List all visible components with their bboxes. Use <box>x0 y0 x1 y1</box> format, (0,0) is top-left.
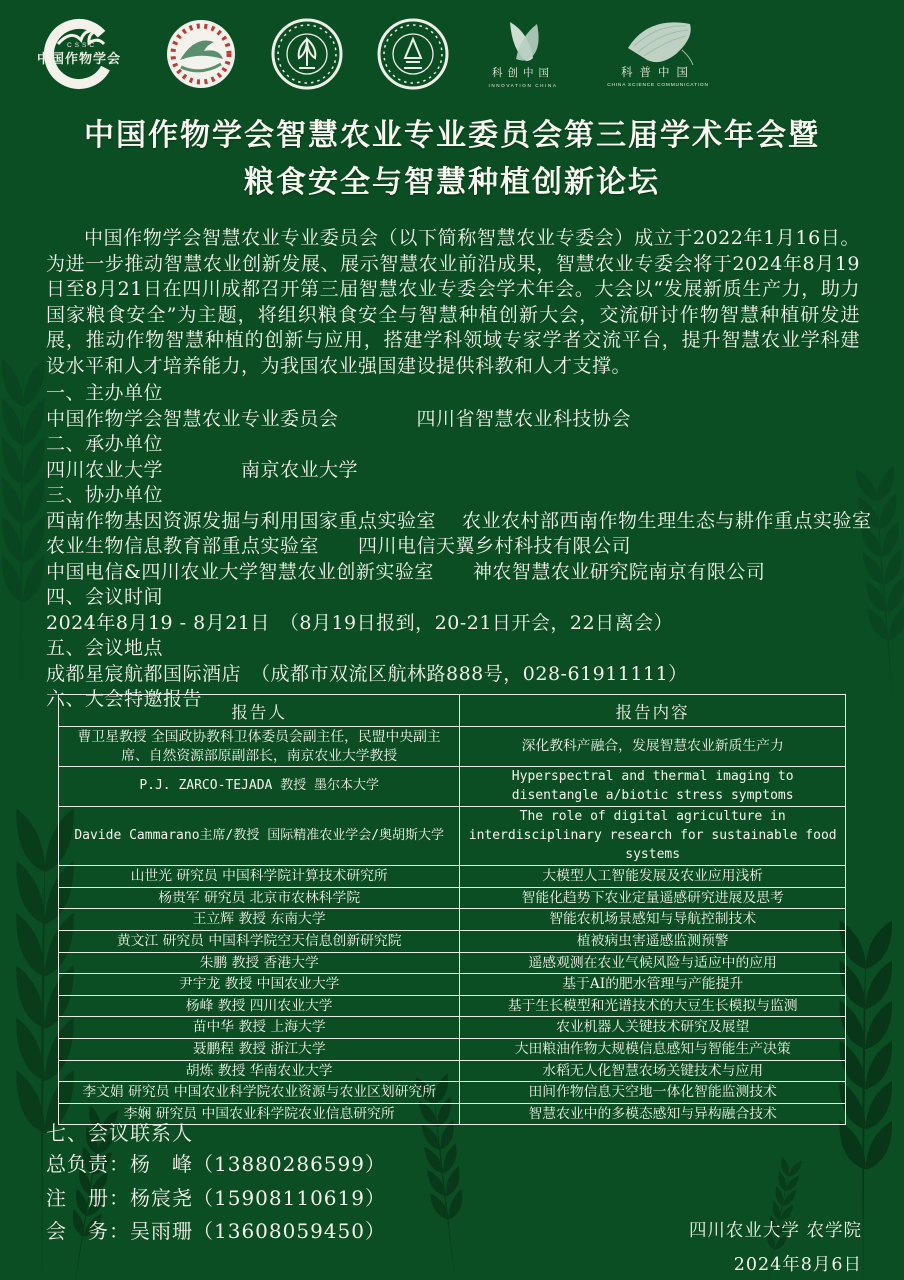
topic-cell: 基于AI的肥水管理与产能提升 <box>460 974 846 996</box>
speaker-cell: 李文娟 研究员 中国农业科学院农业资源与农业区划研究所 <box>59 1082 460 1104</box>
speaker-cell: 苗中华 教授 上海大学 <box>59 1017 460 1039</box>
topic-cell: The role of digital agriculture in interdisciplinary research for sustainable food systems <box>460 807 846 866</box>
speaker-cell: 朱鹏 教授 香港大学 <box>59 952 460 974</box>
section-line: 中国电信&四川农业大学智慧农业创新实验室 神农智慧农业研究院南京有限公司 <box>46 560 766 583</box>
contact-phone: （13880286599） <box>193 1152 386 1176</box>
topic-cell: 大田粮油作物大规模信息感知与智能生产决策 <box>460 1038 846 1060</box>
table-header-row <box>59 695 846 727</box>
section-heading-time: 四、会议时间 <box>46 586 164 608</box>
innovation-china-logo <box>482 14 564 94</box>
section-list <box>46 381 872 713</box>
topic-cell: 大模型人工智能发展及农业应用浅析 <box>460 866 846 888</box>
table-row <box>59 1060 846 1082</box>
speaker-column-header: 报告人 <box>59 695 460 727</box>
section-heading-contacts: 七、会议联系人 <box>46 1121 193 1145</box>
topic-cell: 农业机器人关键技术研究及展望 <box>460 1017 846 1039</box>
speaker-cell: Davide Cammarano主席/教授 国际精准农业学会/奥胡斯大学 <box>59 807 460 866</box>
table-row <box>59 1082 846 1104</box>
speaker-cell: 王立辉 教授 东南大学 <box>59 909 460 931</box>
speaker-cell: 胡炼 教授 华南农业大学 <box>59 1060 460 1082</box>
section-line: 成都星宸航都国际酒店 （成都市双流区航林路888号，028-61911111） <box>46 662 688 685</box>
table-row <box>59 930 846 952</box>
speaker-cell: 杨贵军 研究员 北京市农林科学院 <box>59 887 460 909</box>
topic-cell: 遥感观测在农业气候风险与适应中的应用 <box>460 952 846 974</box>
innovation-china-sub: INNOVATION CHINA <box>488 83 558 88</box>
section-heading-invited-reports: 六、大会特邀报告 <box>46 688 203 710</box>
contact-role: 注 册： <box>46 1185 130 1210</box>
speaker-cell: 黄文江 研究员 中国科学院空天信息创新研究院 <box>59 930 460 952</box>
topic-column-header: 报告内容 <box>460 695 846 727</box>
contact-name: 杨宸尧 <box>130 1185 193 1210</box>
topic-cell: 智能化趋势下农业定量遥感研究进展及思考 <box>460 887 846 909</box>
cssc-acronym: CSSC <box>66 42 98 49</box>
poster-title-line1: 中国作物学会智慧农业专业委员会第三届学术年会暨 <box>84 119 820 152</box>
cssc-label: 中国作物学会 <box>36 51 122 66</box>
footer-signature <box>689 1214 862 1280</box>
speaker-cell: 聂鹏程 教授 浙江大学 <box>59 1038 460 1060</box>
innovation-china-label: 科创中国 <box>492 67 554 79</box>
china-science-communication-label: 科普中国 <box>621 67 695 79</box>
topic-cell: 深化教科产融合，发展智慧农业新质生产力 <box>460 727 846 767</box>
section-heading-venue: 五、会议地点 <box>46 637 164 659</box>
china-science-communication-logo <box>596 14 720 94</box>
footer-date: 2024年8月6日 <box>733 1255 862 1275</box>
poster-title-line2: 粮食安全与智慧种植创新论坛 <box>244 166 660 199</box>
table-row <box>59 952 846 974</box>
topic-cell: 智慧农业中的多模态感知与异构融合技术 <box>460 1103 846 1125</box>
contact-phone: （15908110619） <box>193 1185 386 1210</box>
topic-cell: Hyperspectral and thermal imaging to disentangle a/biotic stress symptoms <box>460 767 846 807</box>
table-row <box>59 727 846 767</box>
speaker-cell: 曹卫星教授 全国政协教科卫体委员会副主任，民盟中央副主席、自然资源部原副部长，南京农业大学教授 <box>59 727 460 767</box>
table-row <box>59 1017 846 1039</box>
nanjing-agricultural-university-seal <box>376 17 450 91</box>
table-row <box>59 995 846 1017</box>
speaker-cell: 尹宇龙 教授 中国农业大学 <box>59 974 460 996</box>
topic-cell: 田间作物信息天空地一体化智能监测技术 <box>460 1082 846 1104</box>
contact-role: 总负责： <box>46 1152 130 1176</box>
contact-name: 吴雨珊 <box>130 1219 193 1243</box>
intro-paragraph: 中国作物学会智慧农业专业委员会（以下简称智慧农业专委会）成立于2022年1月16日。为进一步推动智慧农业创新发展、展示智慧农业前沿成果，智慧农业专委会将于2024年8月19日至8月21日在四川成都召开第三届智慧农业专委会学术年会。大会以“发展新质生产力，助力国家粮食安全”为主题，将组织粮食安全与智慧种植创新大会，交流研讨作物智慧种植研发进展，推动作物智慧种植的创新与应用，搭建学科领域专家学者交流平台，提升智慧农业学科建设水平和人才培养能力，为我国农业强国建设提供科教和人才支撑。 <box>46 227 860 377</box>
speaker-cell: 李娴 研究员 中国农业科学院农业信息研究所 <box>59 1103 460 1125</box>
section-line: 2024年8月19 - 8月21日 （8月19日报到，20-21日开会，22日离会） <box>46 611 674 634</box>
table-row <box>59 767 846 807</box>
section-heading-hosts: 一、主办单位 <box>46 382 164 404</box>
contact-phone: （13608059450） <box>193 1219 386 1243</box>
table-row <box>59 866 846 888</box>
logo-strip <box>26 14 720 94</box>
section-line: 中国作物学会智慧农业专业委员会 四川省智慧农业科技协会 <box>46 407 632 430</box>
speaker-cell: 山世光 研究员 中国科学院计算技术研究所 <box>59 866 460 888</box>
table-row <box>59 974 846 996</box>
section-heading-organizers: 二、承办单位 <box>46 433 164 455</box>
footer-organization: 四川农业大学 农学院 <box>688 1221 862 1241</box>
invited-reports-table <box>58 694 846 1125</box>
section-line: 西南作物基因资源发掘与利用国家重点实验室 农业农村部西南作物生理生态与耕作重点实验室 <box>46 509 872 532</box>
topic-cell: 智能农机场景感知与导航控制技术 <box>460 909 846 931</box>
china-science-communication-sub: CHINA SCIENCE COMMUNICATION <box>607 83 709 88</box>
section-line: 四川农业大学 南京农业大学 <box>46 458 359 481</box>
speaker-cell: 杨峰 教授 四川农业大学 <box>59 995 460 1017</box>
table-row <box>59 909 846 931</box>
speaker-cell: P.J. ZARCO-TEJADA 教授 墨尔本大学 <box>59 767 460 807</box>
table-row <box>59 887 846 909</box>
contact-item <box>46 1215 386 1249</box>
sichuan-agricultural-university-seal <box>270 17 344 91</box>
contact-name: 杨 峰 <box>130 1152 193 1176</box>
poster-title <box>0 112 904 206</box>
sichuan-smart-agriculture-association-seal <box>164 17 238 91</box>
contacts-block <box>46 1118 386 1249</box>
topic-cell: 水稻无人化智慧农场关键技术与应用 <box>460 1060 846 1082</box>
table-row <box>59 1038 846 1060</box>
china-crop-science-society-logo <box>26 14 132 94</box>
topic-cell: 植被病虫害遥感监测预警 <box>460 930 846 952</box>
topic-cell: 基于生长模型和光谱技术的大豆生长模拟与监测 <box>460 995 846 1017</box>
table-row <box>59 807 846 866</box>
section-line: 农业生物信息教育部重点实验室 四川电信天翼乡村科技有限公司 <box>46 535 632 557</box>
contact-item <box>46 1148 386 1182</box>
section-heading-co-organizers: 三、协办单位 <box>46 484 164 506</box>
contact-role: 会 务： <box>46 1219 130 1243</box>
contact-item <box>46 1182 386 1216</box>
